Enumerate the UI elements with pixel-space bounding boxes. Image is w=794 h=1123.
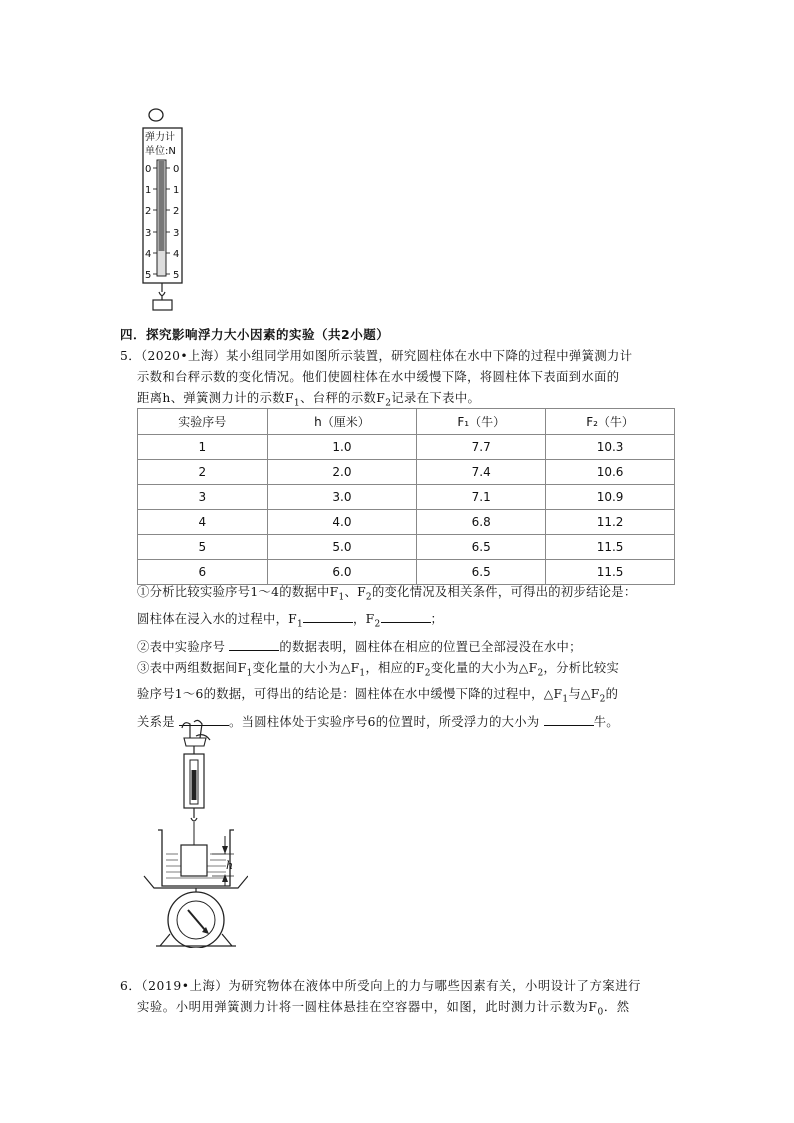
- table-header-cell: 实验序号: [138, 409, 268, 435]
- tick-left-4: 4: [145, 249, 152, 260]
- q5-data-table: [137, 408, 675, 585]
- q6-text-line1: 为研究物体在液体中所受向上的力与哪些因素有关，小明设计了方案进行: [228, 979, 642, 993]
- table-cell: 6.8: [417, 510, 546, 535]
- answer-blank-serial[interactable]: [229, 636, 279, 651]
- table-cell: 3.0: [267, 485, 417, 510]
- table-row: [138, 560, 675, 585]
- tick-right-1: 1: [173, 185, 180, 196]
- section-title: 四．探究影响浮力大小因素的实验（共2小题）: [120, 327, 390, 342]
- table-header-row: [138, 409, 675, 435]
- tick-left-5: 5: [145, 270, 152, 281]
- table-cell: 2.0: [267, 460, 417, 485]
- table-cell: 3: [138, 485, 268, 510]
- q5-text-line3: 距离h、弹簧测力计的示数$F_1$、台秤的示数$F_2$记录在下表中。: [137, 391, 481, 409]
- table-row: [138, 435, 675, 460]
- q5-item2: ②表中实验序号 的数据表明，圆柱体在相应的位置已全部浸没在水中；: [137, 636, 677, 658]
- table-cell: 10.3: [546, 435, 675, 460]
- q5-item3-line2: 验序号1～6的数据，可得出的结论是：圆柱体在水中缓慢下降的过程中，$\triangle F_1$与$\triangle F_2$的: [137, 687, 619, 705]
- table-cell: 7.1: [417, 485, 546, 510]
- q5-item3-line3: 关系是 。当圆柱体处于实验序号6的位置时，所受浮力的大小为 牛。: [137, 711, 677, 733]
- q5-item1-line1: ①分析比较实验序号1～4的数据中$F_1$、$F_2$的变化情况及相关条件，可得出的初步结论是：: [137, 585, 637, 603]
- q5-text-line1: 某小组同学用如图所示装置，研究圆柱体在水中下降的过程中弹簧测力计: [226, 349, 633, 363]
- table-row: [138, 460, 675, 485]
- table-cell: 6: [138, 560, 268, 585]
- table-cell: 6.5: [417, 560, 546, 585]
- cylinder: [181, 845, 207, 876]
- table-cell: 5: [138, 535, 268, 560]
- tick-right-0: 0: [173, 164, 180, 175]
- tick-right-3: 3: [173, 228, 180, 239]
- table-cell: 10.9: [546, 485, 675, 510]
- q6-text-line2: 实验。小明用弹簧测力计将一圆柱体悬挂在空容器中，如图，此时测力计示数为$F_0$．然: [137, 1000, 630, 1018]
- answer-blank-f2[interactable]: [381, 608, 431, 623]
- answer-blank-buoyancy[interactable]: [544, 711, 594, 726]
- table-cell: 11.5: [546, 535, 675, 560]
- q5-paragraph: [120, 346, 680, 414]
- table-cell: 6.5: [417, 535, 546, 560]
- table-cell: 1.0: [267, 435, 417, 460]
- table-cell: 10.6: [546, 460, 675, 485]
- table-cell: 4: [138, 510, 268, 535]
- hanging-weight: [153, 300, 172, 310]
- tick-left-3: 3: [145, 228, 152, 239]
- tick-right-5: 5: [173, 270, 180, 281]
- table-header-cell: h（厘米）: [267, 409, 417, 435]
- tick-right-4: 4: [173, 249, 180, 260]
- scale-label-line1: 弹力计: [145, 132, 175, 143]
- table-cell: 5.0: [267, 535, 417, 560]
- tick-left-1: 1: [145, 185, 152, 196]
- tick-left-2: 2: [145, 206, 152, 217]
- table-row: [138, 485, 675, 510]
- table-cell: 1: [138, 435, 268, 460]
- scale-label-line2: 单位:N: [145, 146, 176, 157]
- table-cell: 7.4: [417, 460, 546, 485]
- q6-number: 6．: [120, 979, 142, 993]
- table-header-cell: F₂（牛）: [546, 409, 675, 435]
- apparatus-figure: [138, 718, 248, 948]
- table-cell: 11.2: [546, 510, 675, 535]
- table-cell: 6.0: [267, 560, 417, 585]
- tick-right-2: 2: [173, 206, 180, 217]
- spring-scale-figure: [138, 108, 188, 313]
- table-cell: 2: [138, 460, 268, 485]
- q5-source: （2020•上海）: [140, 349, 227, 363]
- q5-sub-questions: [137, 582, 677, 733]
- table-cell: 11.5: [546, 560, 675, 585]
- table-header-cell: F₁（牛）: [417, 409, 546, 435]
- q5-text-line2: 示数和台秤示数的变化情况。他们使圆柱体在水中缓慢下降，将圆柱体下表面到水面的: [137, 370, 620, 384]
- table-cell: 4.0: [267, 510, 417, 535]
- q5-item3-line1: ③表中两组数据间$F_1$变化量的大小为$\triangle F_1$，相应的$F_2$变化量的大小为$\triangle F_2$，分析比较实: [137, 660, 620, 679]
- q6-source: （2019•上海）: [141, 979, 229, 993]
- q5-number: 5．: [120, 349, 141, 363]
- q6-paragraph: [120, 976, 680, 1023]
- hand-icon: [182, 720, 210, 740]
- table-cell: 7.7: [417, 435, 546, 460]
- tick-left-0: 0: [145, 164, 152, 175]
- q5-item1-line2: 圆柱体在浸入水的过程中，$F_1$ ，$F_2$ ；: [137, 608, 677, 635]
- table-row: [138, 510, 675, 535]
- height-label: h: [226, 859, 234, 872]
- answer-blank-f1[interactable]: [303, 608, 353, 623]
- table-row: [138, 535, 675, 560]
